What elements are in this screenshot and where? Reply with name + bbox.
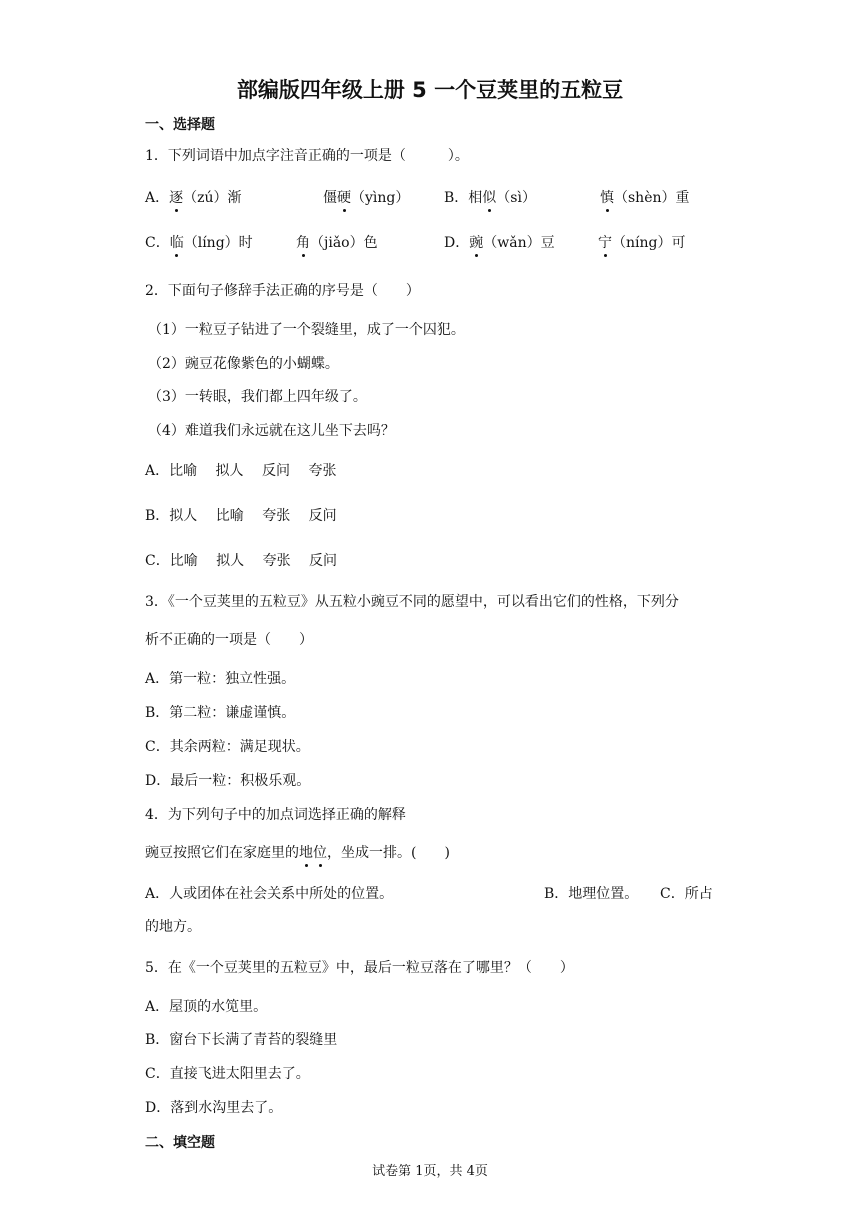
q5-option-a: A．屋顶的水笕里。 — [145, 999, 268, 1015]
page-title: 部编版四年级上册 5 一个豆荚里的五粒豆 — [236, 78, 624, 102]
q4-option-c-continued: 的地方。 — [145, 919, 201, 935]
q1-option-d: D．豌（wǎn）豆 — [444, 235, 555, 251]
q1-option-c: C．临（líng）时 — [145, 235, 253, 251]
q2-stem: 2．下面句子修辞手法正确的序号是（ ） — [145, 283, 420, 299]
option-label: D． — [444, 235, 470, 251]
q2-sentence-4: （4）难道我们永远就在这儿坐下去吗？ — [148, 423, 395, 439]
q3-option-a: A．第一粒：独立性强。 — [145, 671, 296, 687]
q4-option-a: A．人或团体在社会关系中所处的位置。 — [145, 886, 394, 902]
option-label: A． — [145, 190, 170, 206]
q2-sentence-3: （3）一转眼，我们都上四年级了。 — [148, 389, 367, 405]
q3-option-d: D．最后一粒：积极乐观。 — [145, 773, 311, 789]
q4-option-b: B．地理位置。 — [544, 886, 639, 902]
dotted-char: 硬 — [337, 190, 351, 206]
q5-option-c: C．直接飞进太阳里去了。 — [145, 1066, 310, 1082]
dotted-char: 似 — [482, 190, 497, 206]
q4-sentence: 豌豆按照它们在家庭里的地位，坐成一排。( ) — [145, 845, 450, 861]
option-label: C． — [145, 235, 170, 251]
section-heading-fill: 二、填空题 — [145, 1135, 215, 1151]
q3-option-c: C．其余两粒：满足现状。 — [145, 739, 310, 755]
q5-stem: 5．在《一个豆荚里的五粒豆》中，最后一粒豆落在了哪里？（ ） — [145, 960, 574, 976]
q1-option-a: A．逐（zú）渐 — [145, 190, 242, 206]
dotted-char: 豌 — [469, 235, 484, 251]
q2-option-c: C．比喻 拟人 夸张 反问 — [145, 553, 338, 569]
dotted-char: 临 — [169, 235, 184, 251]
option-label: B． — [444, 190, 469, 206]
q2-option-b: B．拟人 比喻 夸张 反问 — [145, 508, 337, 524]
q2-option-a: A．比喻 拟人 反问 夸张 — [145, 463, 337, 479]
q2-sentence-1: （1）一粒豆子钻进了一个裂缝里，成了一个囚犯。 — [148, 322, 465, 338]
q1-option-a-word2: 僵硬（yìng） — [323, 190, 410, 206]
q3-stem-line1: 3．《一个豆荚里的五粒豆》从五粒小豌豆不同的愿望中，可以看出它们的性格，下列分 — [145, 594, 679, 610]
q3-stem-line2: 析不正确的一项是（ ） — [145, 632, 313, 648]
dotted-char: 逐 — [169, 190, 184, 206]
section-heading-choice: 一、选择题 — [145, 117, 215, 133]
q5-option-d: D．落到水沟里去了。 — [145, 1100, 283, 1116]
q1-stem: 1．下列词语中加点字注音正确的一项是（ ）。 — [145, 148, 469, 164]
dotted-char: 地 — [299, 845, 313, 861]
q2-sentence-2: （2）豌豆花像紫色的小蝴蝶。 — [148, 356, 339, 372]
q1-option-d-word2: 宁（níng）可 — [598, 235, 686, 251]
q1-option-b-word2: 慎（shèn）重 — [600, 190, 690, 206]
dotted-char: 宁 — [598, 235, 612, 251]
dotted-char: 角 — [296, 235, 310, 251]
q1-option-c-word2: 角（jiǎo）色 — [296, 235, 378, 251]
q3-option-b: B．第二粒：谦虚谨慎。 — [145, 705, 296, 721]
dotted-char: 慎 — [600, 190, 614, 206]
q5-option-b: B．窗台下长满了青苔的裂缝里 — [145, 1032, 338, 1048]
q4-option-c: C．所占 — [660, 886, 713, 902]
q4-stem: 4．为下列句子中的加点词选择正确的解释 — [145, 807, 406, 823]
dotted-char: 位 — [313, 845, 327, 861]
page-footer: 试卷第 1页，共 4页 — [372, 1164, 488, 1179]
q1-option-b: B．相似（sì） — [444, 190, 536, 206]
